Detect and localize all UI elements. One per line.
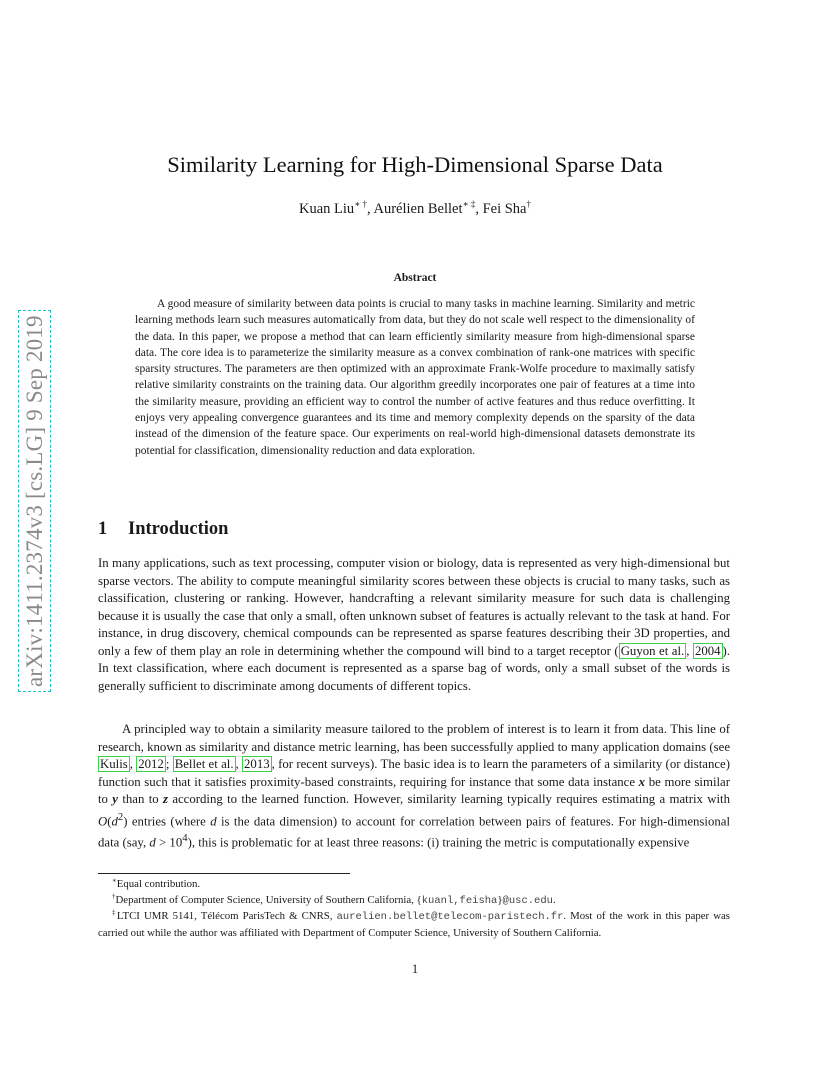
footnote-text: . Most of the work in this paper was carried out while the author was affiliated with Department of Computer Science, University of Southern California. [98,910,731,939]
footnote [98,893,730,910]
math-exponent: 2 [117,811,124,823]
paragraph-text: ). In text classification, where each document is represented as a sparse bag of words, only a small subset of the words is generally sufficient to discriminate among documents of different topics. [98,643,731,693]
paper-title: Similarity Learning for High-Dimensional Sparse Data [167,152,663,177]
paragraph-text: entries (where [127,813,211,828]
citation-link[interactable]: Bellet et al. [174,757,234,771]
footnote-mark: ∗ [112,876,117,885]
author-list: Kuan Liu∗ †, Aurélien Bellet∗ ‡, Fei Sha† [298,199,531,217]
author-affiliation-mark: † [526,199,531,210]
paragraph-text: is the data dimension) to account for correlation between pairs of features. For high-dimensional data (say, [98,813,731,850]
author-affiliation-mark: ∗ † [354,199,368,210]
author-name: Aurélien Bellet [373,201,463,217]
citation-link[interactable]: 2012 [138,757,164,771]
citation-link[interactable]: Guyon et al. [620,643,685,658]
footnotes [98,877,730,941]
citation-link[interactable]: 2013 [244,757,270,771]
paragraph-text: ), this is problematic for at least three reasons: (i) training the metric is computationally expensive [187,835,690,850]
math-variable: z [163,792,168,806]
section-number: 1 [98,519,108,539]
math-variable: d [111,813,118,828]
footnote-mark: ‡ [112,908,117,917]
citation-link[interactable]: Kulis [100,757,128,771]
arxiv-identifier-stamp[interactable] [18,272,54,692]
body-paragraph: A principled way to obtain a similarity measure tailored to the problem of interest is to learn it from data. This line of research, known as similarity and distance metric learning, has been successfully applied to many application domains (see Kulis , 2012 ; Bellet et al. , 2013 , for recent surveys). The basic idea is to learn the parameters of a similarity (or distance) function such that it satisfies proximity-based constraints, requiring for instance that some data instance x be more similar to y than to z according to the learned function. However, similarity learning typically requires estimating a matrix with $O(d^2)$ entries (where d is the data dimension) to account for correlation between pairs of features. For high-dimensional data (say, $d > 10^4$), this is problematic for at least three reasons: (i) training the metric is computationally expensive [98,722,731,850]
math-symbol: O [98,813,108,828]
footnote-text: Department of Computer Science, University of Southern California, { [115,893,422,906]
email-text: kuanl,feisha [421,894,498,907]
author-affiliation-mark: ∗ ‡ [462,199,476,210]
section-heading [98,517,228,541]
paragraph-text: In many applications, such as text processing, computer vision or biology, data is represented as very high-dimensional but sparse vectors. The ability to compute meaningful similarity scores between these objects is crucial to many tasks, such as classification, clustering or ranking. However, handcrafting a relevant similarity measure for such data is challenging because it is usually the case that only a small, often unknown subset of features is actually relevant to the task at hand. For instance, in drug discovery, chemical compounds can be represented as sparse features describing their 3D properties, and only a few of them play an role in determining whether the compound will bind to a target receptor ( [98,556,730,658]
paragraph-text: A principled way to obtain a similarity measure tailored to the problem of interest is to learn it from data. This line of research, known as similarity and distance metric learning, has been successfully applied to many application domains (see [98,722,730,754]
footnote-text: } [497,893,503,906]
email-text: @usc.edu [502,894,553,907]
abstract-body: A good measure of similarity between data points is crucial to many tasks in machine learning. Similarity and metric learning methods learn such measures automatically from data, but they do not scale well respect to the dimensionality of the data. In this paper, we propose a method that can learn efficiently similarity measure from high-dimensional sparse data. The core idea is to parameterize the similarity measure as a convex combination of rank-one matrices with specific sparsity structures. The parameters are then optimized with an approximate Frank-Wolfe procedure to maximally satisfy relative similarity constraints on the training data. Our algorithm greedily incorporates one pair of features at a time into the similarity measure, providing an efficient way to control the number of active features and thus reduce overfitting. It enjoys very appealing convergence guarantees and its time and memory complexity depends on the sparsity of the data instead of the dimension of the feature space. Our experiments on real-world high-dimensional datasets demonstrate its potential for classification, dimensionality reduction and data exploration. [135,298,695,457]
author-name: Kuan Liu [298,201,355,217]
citation-link[interactable]: 2004 [694,643,721,658]
footnote [98,877,730,893]
math-exponent: 4 [182,833,188,845]
footnote-text: LTCI UMR 5141, Télécom ParisTech & CNRS, [116,910,337,922]
math-variable: x [638,774,646,789]
email-text: aurelien.bellet@telecom-paristech.fr [336,911,564,923]
section-title: Introduction [128,519,229,539]
footnote-text: Equal contribution. [116,878,201,890]
paragraph-text: , for recent surveys). The basic idea is to learn the parameters of a similarity (or distance) function such that it satisfies proximity-based constraints, requiring for instance that some data instance [98,757,730,789]
footnote-text: . [552,893,556,906]
math-variable: d [149,835,156,850]
footnote-divider [98,873,350,874]
math-variable: d [210,813,217,828]
page-number: 1 [411,962,419,976]
paragraph-text: than to [117,792,163,806]
math-variable: y [112,792,118,806]
body-paragraph: In many applications, such as text processing, computer vision or biology, data is represented as very high-dimensional but sparse vectors. The ability to compute meaningful similarity scores between these objects is crucial to many tasks, such as classification, clustering or ranking. However, handcrafting a relevant similarity measure for such data is challenging because it is usually the case that only a small, often unknown subset of features is actually relevant to the task at hand. For instance, in drug discovery, chemical compounds can be represented as sparse features describing their 3D properties, and only a few of them play an role in determining whether the compound will bind to a target receptor ( Guyon et al. , 2004 ). In text classification, where each document is represented as a sparse bag of words, only a small subset of the words is generally sufficient to discriminate among documents of different topics. [98,556,731,693]
abstract-heading: Abstract [393,272,437,284]
paragraph-text: be more similar to [98,774,730,806]
author-name: Fei Sha [482,201,527,217]
arxiv-stamp-link[interactable]: arXiv:1411.2374v3 [cs.LG] 9 Sep 2019 [18,310,51,692]
arxiv-stamp-rotator [18,272,54,692]
footnote [98,909,730,941]
math-expression: > 10 [155,835,183,850]
paragraph-text: according to the learned function. However, similarity learning typically requires estimating a matrix with [167,792,730,806]
footnote-mark: † [112,891,116,900]
citation-separator: ; [165,757,173,771]
